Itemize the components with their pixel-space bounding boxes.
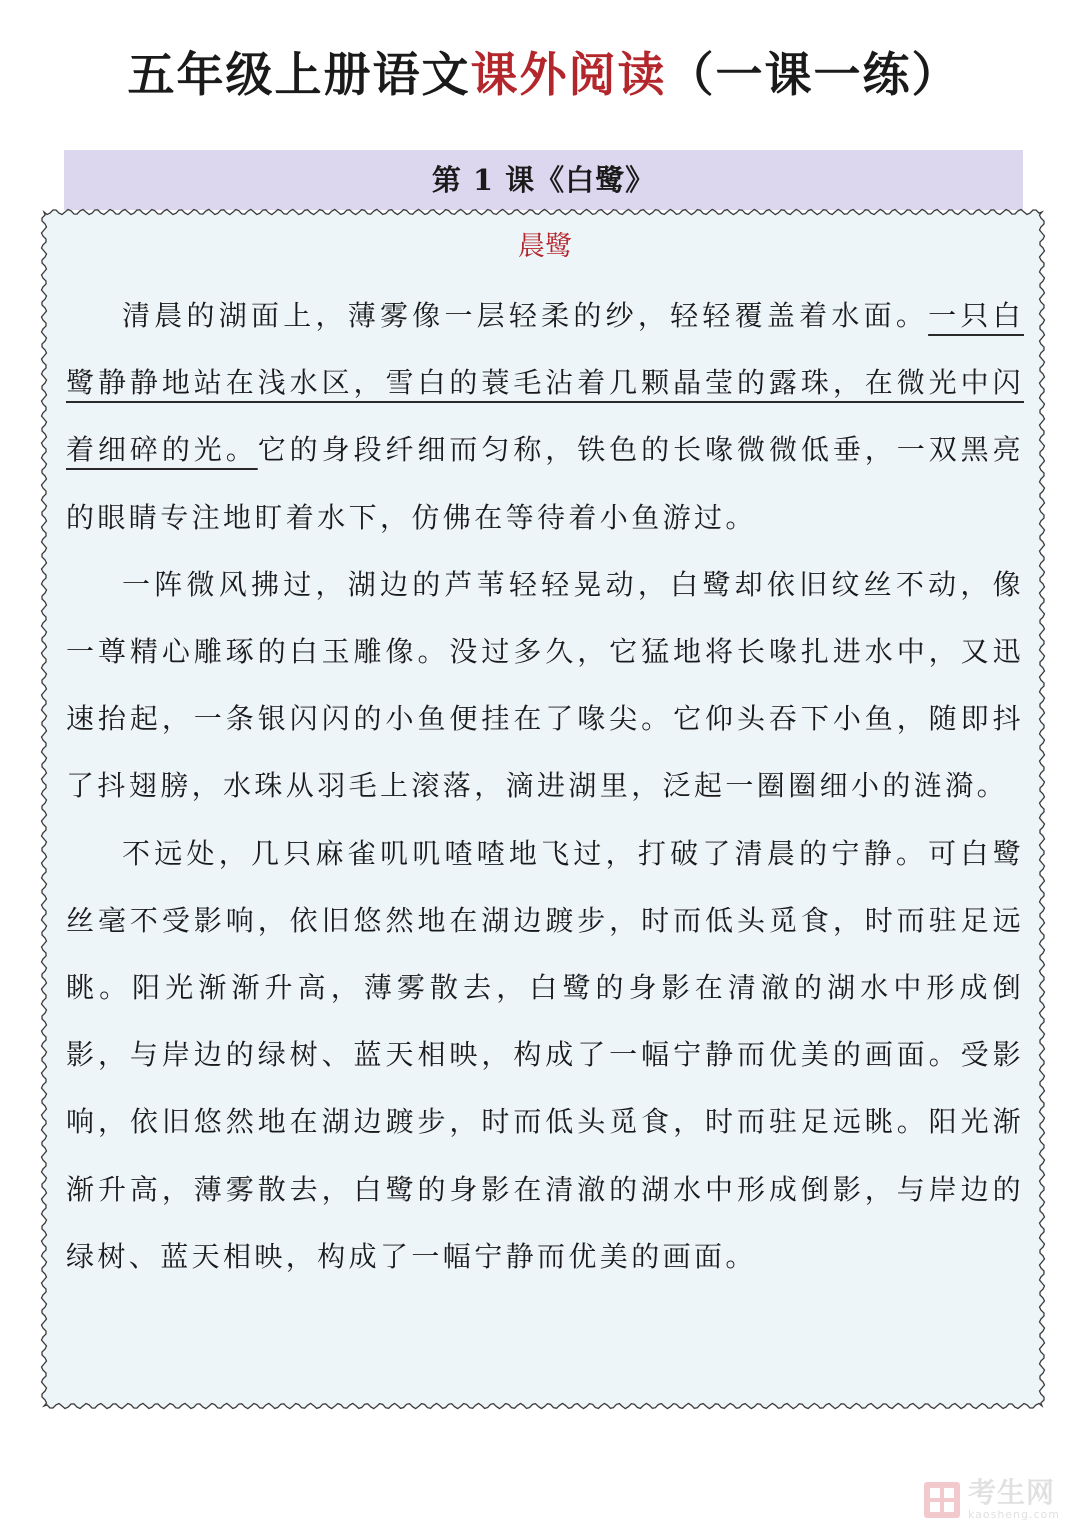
lesson-heading-bar bbox=[64, 150, 1023, 210]
reading-passage-box bbox=[40, 208, 1046, 1410]
watermark-logo bbox=[922, 1476, 1060, 1521]
watermark-text bbox=[967, 1476, 1060, 1521]
reading-content bbox=[66, 222, 1024, 1290]
paragraph-3: 不远处，几只麻雀叽叽喳喳地飞过，打破了清晨的宁静。可白鹭丝毫不受影响，依旧悠然地在湖边踱步，时而低头觅食，时而驻足远眺。阳光渐渐升高，薄雾散去，白鹭的身影在清澈的湖水中形成倒影，与岸边的绿树、蓝天相映，构成了一幅宁静而优美的画面。受影响，依旧悠然地在湖边踱步，时而低头觅食，时而驻足远眺。阳光渐渐升高，薄雾散去，白鹭的身影在清澈的湖水中形成倒影，与岸边的绿树、蓝天相映，构成了一幅宁静而优美的画面。 bbox=[66, 836, 1024, 1273]
watermark-main: 考生网 bbox=[967, 1476, 1055, 1509]
paragraph-2: 一阵微风拂过，湖边的芦苇轻轻晃动，白鹭却依旧纹丝不动，像一尊精心雕琢的白玉雕像。没过多久，它猛地将长喙扎进水中，又迅速抬起，一条银闪闪的小鱼便挂在了喙尖。它仰头吞下小鱼，随即抖了抖翅膀，水珠从羽毛上滚落，滴进湖里，泛起一圈圈细小的涟漪。 bbox=[66, 567, 1024, 803]
kaosheng-logo-icon bbox=[922, 1480, 962, 1520]
paragraph-1-rest: 它的身段纤细而匀称，铁色的长喙微微低垂，一双黑亮的眼睛专注地盯着水下，仿佛在等待着小鱼游过。 bbox=[66, 433, 1024, 534]
page-title-accent: 课外阅读 bbox=[470, 48, 667, 103]
paragraph-1 bbox=[66, 282, 1024, 551]
page-title bbox=[0, 38, 1088, 105]
page-title-suffix: （一课一练） bbox=[666, 48, 961, 103]
lesson-heading: 第 1 课《白鹭》 bbox=[431, 163, 656, 197]
page-title-main: 五年级上册语文 bbox=[127, 48, 471, 103]
watermark-sub: kaosheng.com bbox=[967, 1508, 1060, 1521]
paragraph-1-intro: 清晨的湖面上，薄雾像一层轻柔的纱，轻轻覆盖着水面。 bbox=[122, 299, 929, 332]
paragraph-1-underlined-sentence: 一只白鹭静静地站在浅水区，雪白的蓑毛沾着几颗晶莹的露珠，在微光中闪着细碎的光。 bbox=[66, 299, 1024, 467]
reading-title: 晨鹭 bbox=[518, 231, 572, 262]
